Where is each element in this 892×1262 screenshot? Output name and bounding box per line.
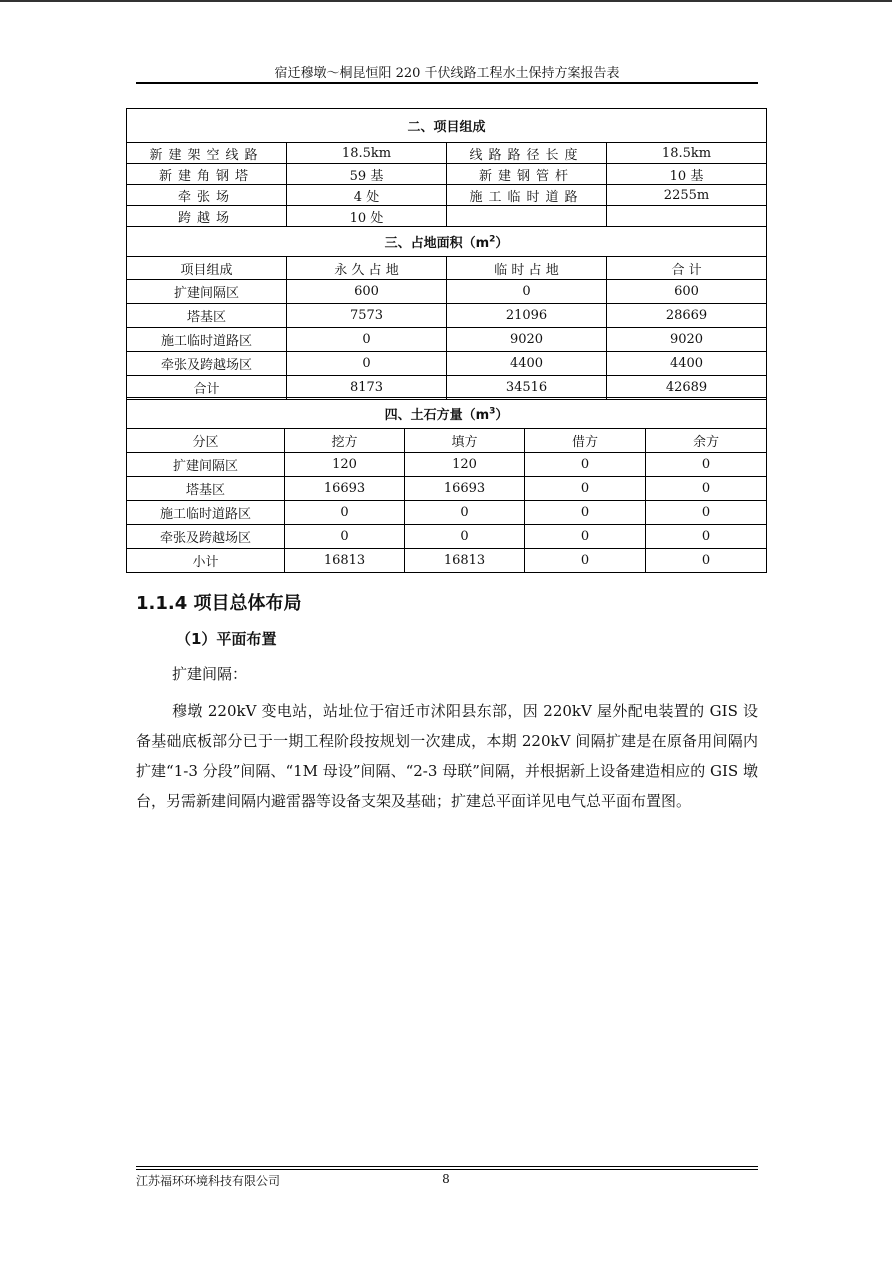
body-paragraph: 穆墩 220kV 变电站，站址位于宿迁市沭阳县东部，因 220kV 屋外配电装置的 GIS 设备基础底板部分已于一期工程阶段按规划一次建成，本期 220kV 间隔扩建是在原备用间隔内扩建“1-3 分段”间隔、“1M 母设”间隔、“2-3 母联”间隔，并根据新上设备建造相应的 GIS 墩台，另需新建间隔内避雷器等设备支架及基础；扩建总平面详见电气总平面布置图。	[136, 702, 758, 810]
table-cell: 0	[285, 501, 405, 525]
column-header: 分区	[127, 429, 285, 453]
earthwork-table	[126, 397, 767, 573]
table-cell: 施工临时道路区	[127, 501, 285, 525]
column-header: 借方	[525, 429, 646, 453]
table-cell	[607, 206, 767, 227]
table-cell: 10 基	[607, 164, 767, 185]
table-cell: 0	[525, 477, 646, 501]
table-cell: 塔基区	[127, 477, 285, 501]
table-cell: 跨越场	[127, 206, 287, 227]
land-title: 三、占地面积$(m^2)$	[127, 227, 767, 257]
composition-title: 二、项目组成	[127, 109, 767, 143]
page-header: 宿迁穆墩～桐昆恒阳 220 千伏线路工程水土保持方案报告表	[274, 66, 620, 81]
table-cell: 34516	[447, 376, 607, 400]
footer-company: 江苏福环环境科技有限公司	[136, 1174, 281, 1188]
table-cell: 9020	[607, 328, 767, 352]
table-cell: 16813	[405, 549, 525, 573]
table-cell: 4400	[607, 352, 767, 376]
table-cell: 新建钢管杆	[447, 164, 607, 185]
table-cell: 9020	[447, 328, 607, 352]
table-cell: 18.5km	[607, 143, 767, 164]
top-border	[0, 0, 892, 2]
table-cell: 新建架空线路	[127, 143, 287, 164]
table-cell: 59 基	[287, 164, 447, 185]
column-header: 临 时 占 地	[447, 257, 607, 280]
table-cell: 120	[405, 453, 525, 477]
table-cell: 0	[525, 501, 646, 525]
column-header: 填方	[405, 429, 525, 453]
table-cell: 新建角钢塔	[127, 164, 287, 185]
table-cell: 牵张场	[127, 185, 287, 206]
table-cell: 42689	[607, 376, 767, 400]
table-cell: 18.5km	[287, 143, 447, 164]
earthwork-title: 四、土石方量$(m^3)$	[127, 398, 767, 429]
footer-rule	[136, 1166, 758, 1167]
table-cell: 2255m	[607, 185, 767, 206]
table-cell: 施工临时道路	[447, 185, 607, 206]
subsection-heading: （1）平面布置	[176, 630, 277, 648]
table-cell: 施工临时道路区	[127, 328, 287, 352]
column-header: 挖方	[285, 429, 405, 453]
paragraph-label: 扩建间隔：	[172, 665, 248, 683]
table-cell: 21096	[447, 304, 607, 328]
column-header: 永 久 占 地	[287, 257, 447, 280]
table-cell: 16693	[405, 477, 525, 501]
table-cell: 0	[646, 477, 767, 501]
table-cell: 600	[607, 280, 767, 304]
table-cell: 扩建间隔区	[127, 453, 285, 477]
column-header: 项目组成	[127, 257, 287, 280]
section-heading: 1.1.4 项目总体布局	[136, 593, 302, 614]
table-cell	[447, 206, 607, 227]
page-number: 8	[442, 1172, 450, 1186]
table-cell: 0	[525, 453, 646, 477]
table-cell: 0	[646, 525, 767, 549]
table-cell: 塔基区	[127, 304, 287, 328]
table-cell: 28669	[607, 304, 767, 328]
table-cell: 0	[646, 501, 767, 525]
table-cell: 小计	[127, 549, 285, 573]
column-header: 合 计	[607, 257, 767, 280]
table-cell: 线路路径长度	[447, 143, 607, 164]
table-cell: 0	[447, 280, 607, 304]
table-cell: 0	[525, 525, 646, 549]
table-cell: 0	[405, 501, 525, 525]
table-cell: 合计	[127, 376, 287, 400]
footer-rule	[136, 1169, 758, 1170]
table-cell: 扩建间隔区	[127, 280, 287, 304]
table-cell: 0	[285, 525, 405, 549]
table-cell: 0	[646, 453, 767, 477]
table-cell: 7573	[287, 304, 447, 328]
table-cell: 0	[646, 549, 767, 573]
table-cell: 16693	[285, 477, 405, 501]
table-cell: 4400	[447, 352, 607, 376]
table-cell: 0	[287, 328, 447, 352]
table-cell: 600	[287, 280, 447, 304]
table-cell: 4 处	[287, 185, 447, 206]
table-cell: 0	[287, 352, 447, 376]
table-cell: 10 处	[287, 206, 447, 227]
table-cell: 0	[525, 549, 646, 573]
table-cell: 8173	[287, 376, 447, 400]
table-cell: 120	[285, 453, 405, 477]
table-cell: 0	[405, 525, 525, 549]
column-header: 余方	[646, 429, 767, 453]
table-cell: 16813	[285, 549, 405, 573]
table-cell: 牵张及跨越场区	[127, 525, 285, 549]
header-rule	[136, 82, 758, 84]
composition-land-table	[126, 108, 767, 400]
table-cell: 牵张及跨越场区	[127, 352, 287, 376]
